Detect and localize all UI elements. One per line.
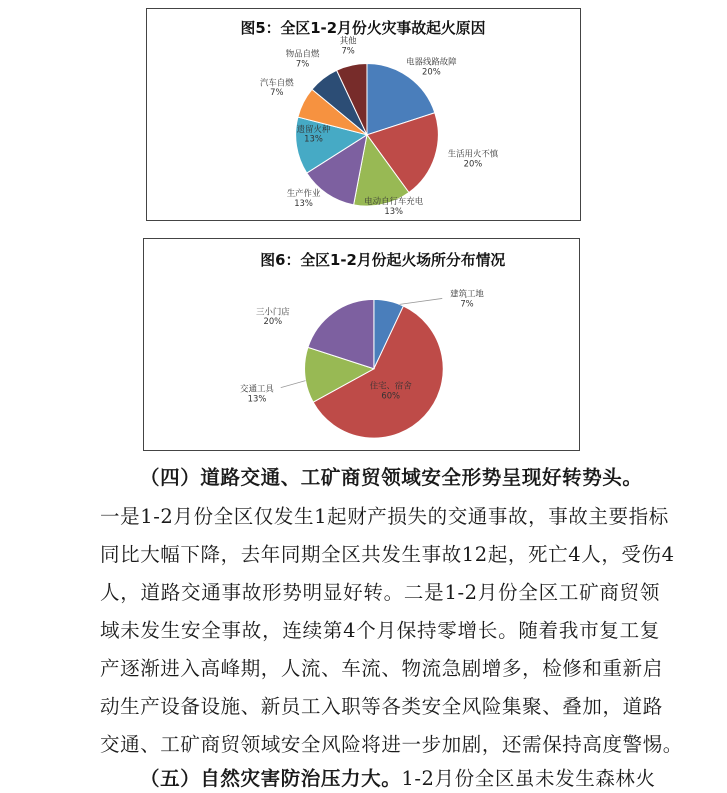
- fire-cause-pie-svg: [147, 9, 580, 220]
- heading-5-title: （五）自然灾害防治压力大。: [140, 767, 402, 790]
- slice-value-label: 13%: [294, 198, 313, 209]
- slice-label: 物品自燃: [285, 48, 320, 59]
- slice-label: 电动自行车充电: [364, 196, 424, 207]
- slice-label: 汽车自燃: [260, 77, 294, 88]
- slice-label: 生产作业: [286, 188, 321, 199]
- slice-label: 三小门店: [256, 306, 290, 317]
- slice-value-label: 20%: [463, 158, 483, 169]
- paragraph-line: 交通、工矿商贸领域安全风险将进一步加剧，还需保持高度警惕。: [100, 733, 683, 756]
- fire-location-pie-svg: [144, 239, 579, 450]
- slice-value-label: 7%: [270, 87, 284, 98]
- slice-value-label: 7%: [295, 58, 310, 69]
- paragraph-line: 同比大幅下降，去年同期全区共发生事故12起，死亡4人，受伤4: [100, 543, 675, 566]
- slice-label: 交通工具: [240, 383, 274, 394]
- paragraph-line: 域未发生安全事故，连续第4个月保持零增长。随着我市复工复: [100, 619, 660, 642]
- fire-cause-pie-chart: [146, 8, 581, 221]
- slice-value-label: 20%: [263, 316, 283, 327]
- slice-value-label: 20%: [422, 66, 441, 77]
- slice-label: 遗留火种: [296, 123, 331, 134]
- slice-value-label: 13%: [247, 393, 267, 404]
- paragraph-line: 人，道路交通事故形势明显好转。二是1-2月份全区工矿商贸领: [100, 581, 660, 604]
- paragraph-line: 一是1-2月份全区仅发生1起财产损失的交通事故，事故主要指标: [100, 505, 669, 528]
- slice-value-label: 13%: [384, 206, 404, 217]
- slice-label: 住宅、宿舍: [369, 380, 412, 391]
- heading-5-continuation: 1-2月份全区虽未发生森林火: [401, 767, 656, 790]
- slice-value-label: 7%: [460, 298, 474, 309]
- slice-label: 生活用火不慎: [447, 148, 499, 159]
- leader-line: [400, 298, 443, 304]
- section-heading-4: （四）道路交通、工矿商贸领域安全形势呈现好转势头。: [140, 466, 643, 489]
- leader-line: [281, 381, 306, 388]
- slice-label: 建筑工地: [450, 288, 484, 299]
- slice-label: 其他: [339, 35, 357, 46]
- slice-label: 电器线路故障: [406, 56, 457, 67]
- slice-value-label: 13%: [304, 133, 323, 144]
- fire-location-pie-chart: [143, 238, 580, 451]
- chart-title: 图5：全区1-2月份火灾事故起火原因: [240, 18, 486, 37]
- slice-value-label: 7%: [341, 45, 355, 56]
- section-heading-5: [140, 765, 700, 793]
- chart-title: 图6：全区1-2月份起火场所分布情况: [260, 250, 506, 269]
- slice-value-label: 60%: [381, 390, 401, 401]
- paragraph-line: 动生产设备设施、新员工入职等各类安全风险集聚、叠加，道路: [100, 695, 663, 718]
- paragraph-line: 产逐渐进入高峰期，人流、车流、物流急剧增多，检修和重新启: [100, 657, 663, 680]
